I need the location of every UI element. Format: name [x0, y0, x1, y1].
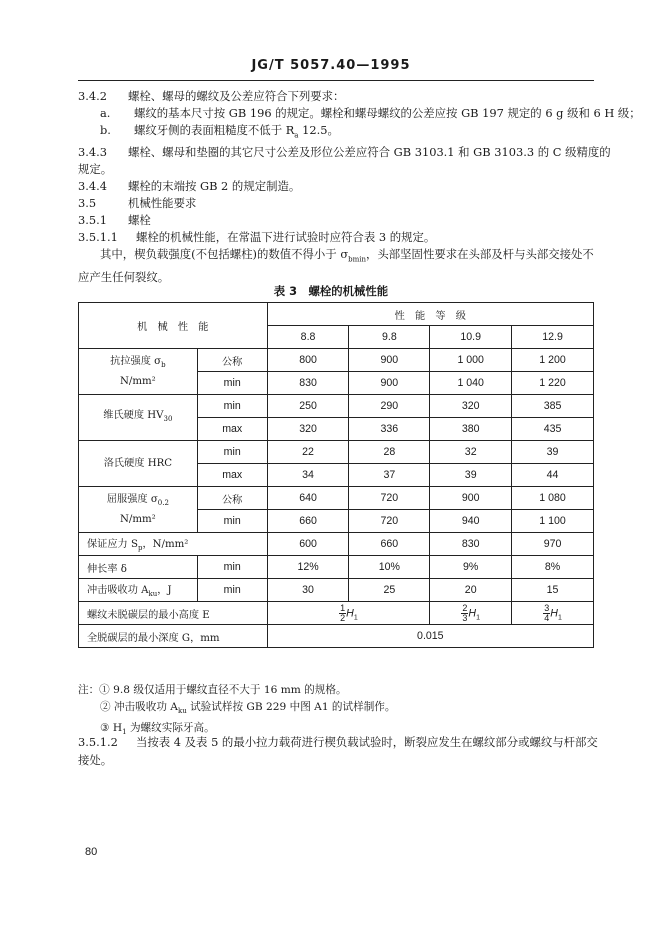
table-cell: 640 — [267, 487, 349, 510]
table-row — [79, 441, 594, 464]
table-row — [79, 556, 594, 579]
table-row — [79, 395, 594, 418]
note-3: ③ $H_1$ 为螺纹实际牙高。 — [100, 722, 215, 737]
table-cell: 20 — [430, 579, 512, 602]
table-row — [79, 579, 594, 602]
vickers-hardness-label: 维氏硬度 $HV_{30}$ — [79, 395, 198, 441]
table-cell: 44 — [512, 464, 594, 487]
table-cell: 32 — [430, 441, 512, 464]
clause-3-5-1: 3.5.1 螺栓 — [78, 213, 151, 228]
table-cell: 900 — [349, 372, 430, 395]
fraction-cell: $\frac{2}{3}$ $H_1$ — [430, 602, 512, 625]
table-cell: 900 — [430, 487, 512, 510]
table-cell: 39 — [430, 464, 512, 487]
clause-3-4-3: 3.4.3 螺栓、螺母和垫圈的其它尺寸公差及形位公差应符合 GB 3103.1 和 GB 3103.3 的 C 级精度的 — [78, 145, 611, 160]
table-cell: 15 — [512, 579, 594, 602]
header-rule — [78, 80, 594, 81]
clause-3-4-2-b: b. 螺纹牙侧的表面粗糙度不低于 $R_a$ 12.5。 — [100, 123, 339, 140]
grade-cell: 10.9 — [430, 326, 512, 349]
clause-3-4-3-cont: 规定。 — [78, 162, 113, 177]
table-cell: 10% — [349, 556, 430, 579]
table-cell: 336 — [349, 418, 430, 441]
table-cell: 34 — [267, 464, 349, 487]
min-label: min — [197, 372, 267, 395]
table-cell: 900 — [349, 349, 430, 372]
table-cell: 1 000 — [430, 349, 512, 372]
table-cell: 435 — [512, 418, 594, 441]
page-number: 80 — [85, 846, 98, 858]
table-cell: 320 — [267, 418, 349, 441]
table-cell: 720 — [349, 510, 430, 533]
fraction-cell: $\frac{3}{4}$ $H_1$ — [512, 602, 594, 625]
document-code-header: JG/T 5057.40—1995 — [251, 58, 411, 73]
table-row — [79, 533, 594, 556]
impact-energy-label: 冲击吸收功 $A_{ku}$，J — [79, 579, 198, 602]
clause-3-4-2: 3.4.2 螺栓、螺母的螺纹及公差应符合下列要求： — [78, 89, 345, 103]
grade-cell: 9.8 — [349, 326, 430, 349]
table-cell: 12% — [267, 556, 349, 579]
clause-3-5: 3.5 机械性能要求 — [78, 196, 197, 211]
rockwell-hardness-label: 洛氏硬度 HRC — [79, 441, 198, 487]
fraction: $\frac{2}{3}$ — [462, 602, 468, 623]
table-cell: 1 200 — [512, 349, 594, 372]
yield-strength-label: 屈服强度 $\sigma_{0.2}$ N/mm² — [79, 487, 198, 533]
fraction: $\frac{1}{2}$ — [340, 602, 346, 623]
table-cell: 37 — [349, 464, 430, 487]
grade-cell: 8.8 — [267, 326, 349, 349]
table-cell: 385 — [512, 395, 594, 418]
fraction: $\frac{3}{4}$ — [544, 602, 550, 623]
table-row — [79, 625, 594, 648]
table-cell: 600 — [267, 533, 349, 556]
table-cell: 830 — [430, 533, 512, 556]
grade-cell: 12.9 — [512, 326, 594, 349]
table-caption: 表 3 螺栓的机械性能 — [273, 284, 389, 298]
body-text-upper — [78, 88, 641, 286]
clause-3-5-1-1-cont2: 应产生任何裂纹。 — [78, 269, 170, 284]
nominal-label: 公称 — [197, 487, 267, 510]
clause-3-5-1-1-cont: 其中，楔负载强度(不包括螺柱)的数值不得小于 $\sigma_{bmin}$，头部坚固性要求在头部及杆与头部交接处不 — [100, 247, 594, 264]
table-cell: 8% — [512, 556, 594, 579]
table-cell: 320 — [430, 395, 512, 418]
min-label: min — [197, 510, 267, 533]
max-label: max — [197, 464, 267, 487]
table-cell: 290 — [349, 395, 430, 418]
table-row — [79, 487, 594, 510]
table-cell: 9% — [430, 556, 512, 579]
table-cell: 830 — [267, 372, 349, 395]
table-row — [79, 602, 594, 625]
table-cell: 800 — [267, 349, 349, 372]
header-performance-grades: 性 能 等 级 — [267, 303, 593, 326]
nominal-label: 公称 — [197, 349, 267, 372]
table-cell: 250 — [267, 395, 349, 418]
table-cell: 660 — [267, 510, 349, 533]
min-label: min — [197, 395, 267, 418]
proof-stress-label: 保证应力 $S_p$，N/mm² — [79, 533, 268, 556]
table-cell: 25 — [349, 579, 430, 602]
table-cell: 380 — [430, 418, 512, 441]
note-2: ② 冲击吸收功 $A_{ku}$ 试验试样按 GB 229 中图 A1 的试样制作。 — [100, 701, 396, 716]
table-cell: 1 220 — [512, 372, 594, 395]
table-cell: 30 — [267, 579, 349, 602]
table-cell: 1 040 — [430, 372, 512, 395]
table-cell: 28 — [349, 441, 430, 464]
fraction-cell: $\frac{1}{2}$ $H_1$ — [267, 602, 430, 625]
table-cell: 940 — [430, 510, 512, 533]
elongation-label: 伸长率 δ — [79, 556, 198, 579]
clause-3-4-4: 3.4.4 螺栓的末端按 GB 2 的规定制造。 — [78, 179, 301, 194]
max-label: max — [197, 418, 267, 441]
table-cell: 970 — [512, 533, 594, 556]
mechanical-properties-table — [78, 302, 594, 648]
table-cell: 720 — [349, 487, 430, 510]
table-header-row — [79, 303, 594, 326]
table-cell: 1 080 — [512, 487, 594, 510]
table-cell: 39 — [512, 441, 594, 464]
thread-decarb-height-label: 螺纹未脱碳层的最小高度 E — [79, 602, 268, 625]
table-cell: 1 100 — [512, 510, 594, 533]
table-cell: 22 — [267, 441, 349, 464]
min-label: min — [197, 579, 267, 602]
clause-3-4-2-a: a. 螺纹的基本尺寸按 GB 196 的规定。螺栓和螺母螺纹的公差应按 GB 197 规定的 6 g 级和 6 H 级； — [100, 106, 641, 120]
header-mechanical-properties: 机 械 性 能 — [79, 303, 268, 349]
table-row — [79, 349, 594, 372]
min-label: min — [197, 441, 267, 464]
clause-3-5-1-2: 3.5.1.2 当按表 4 及表 5 的最小拉力载荷进行楔负载试验时，断裂应发生在螺纹部分或螺纹与杆部交 接处。 — [78, 735, 598, 767]
note-1: 注：① 9.8 级仅适用于螺纹直径不大于 16 mm 的规格。 — [78, 684, 347, 696]
min-label: min — [197, 556, 267, 579]
full-decarb-depth-label: 全脱碳层的最小深度 G，mm — [79, 625, 268, 648]
tensile-strength-label: 抗拉强度 $\sigma_b$ N/mm² — [79, 349, 198, 395]
clause-3-5-1-1: 3.5.1.1 螺栓的机械性能，在常温下进行试验时应符合表 3 的规定。 — [78, 230, 436, 245]
table-cell: 0.015 — [267, 625, 593, 648]
table-cell: 660 — [349, 533, 430, 556]
